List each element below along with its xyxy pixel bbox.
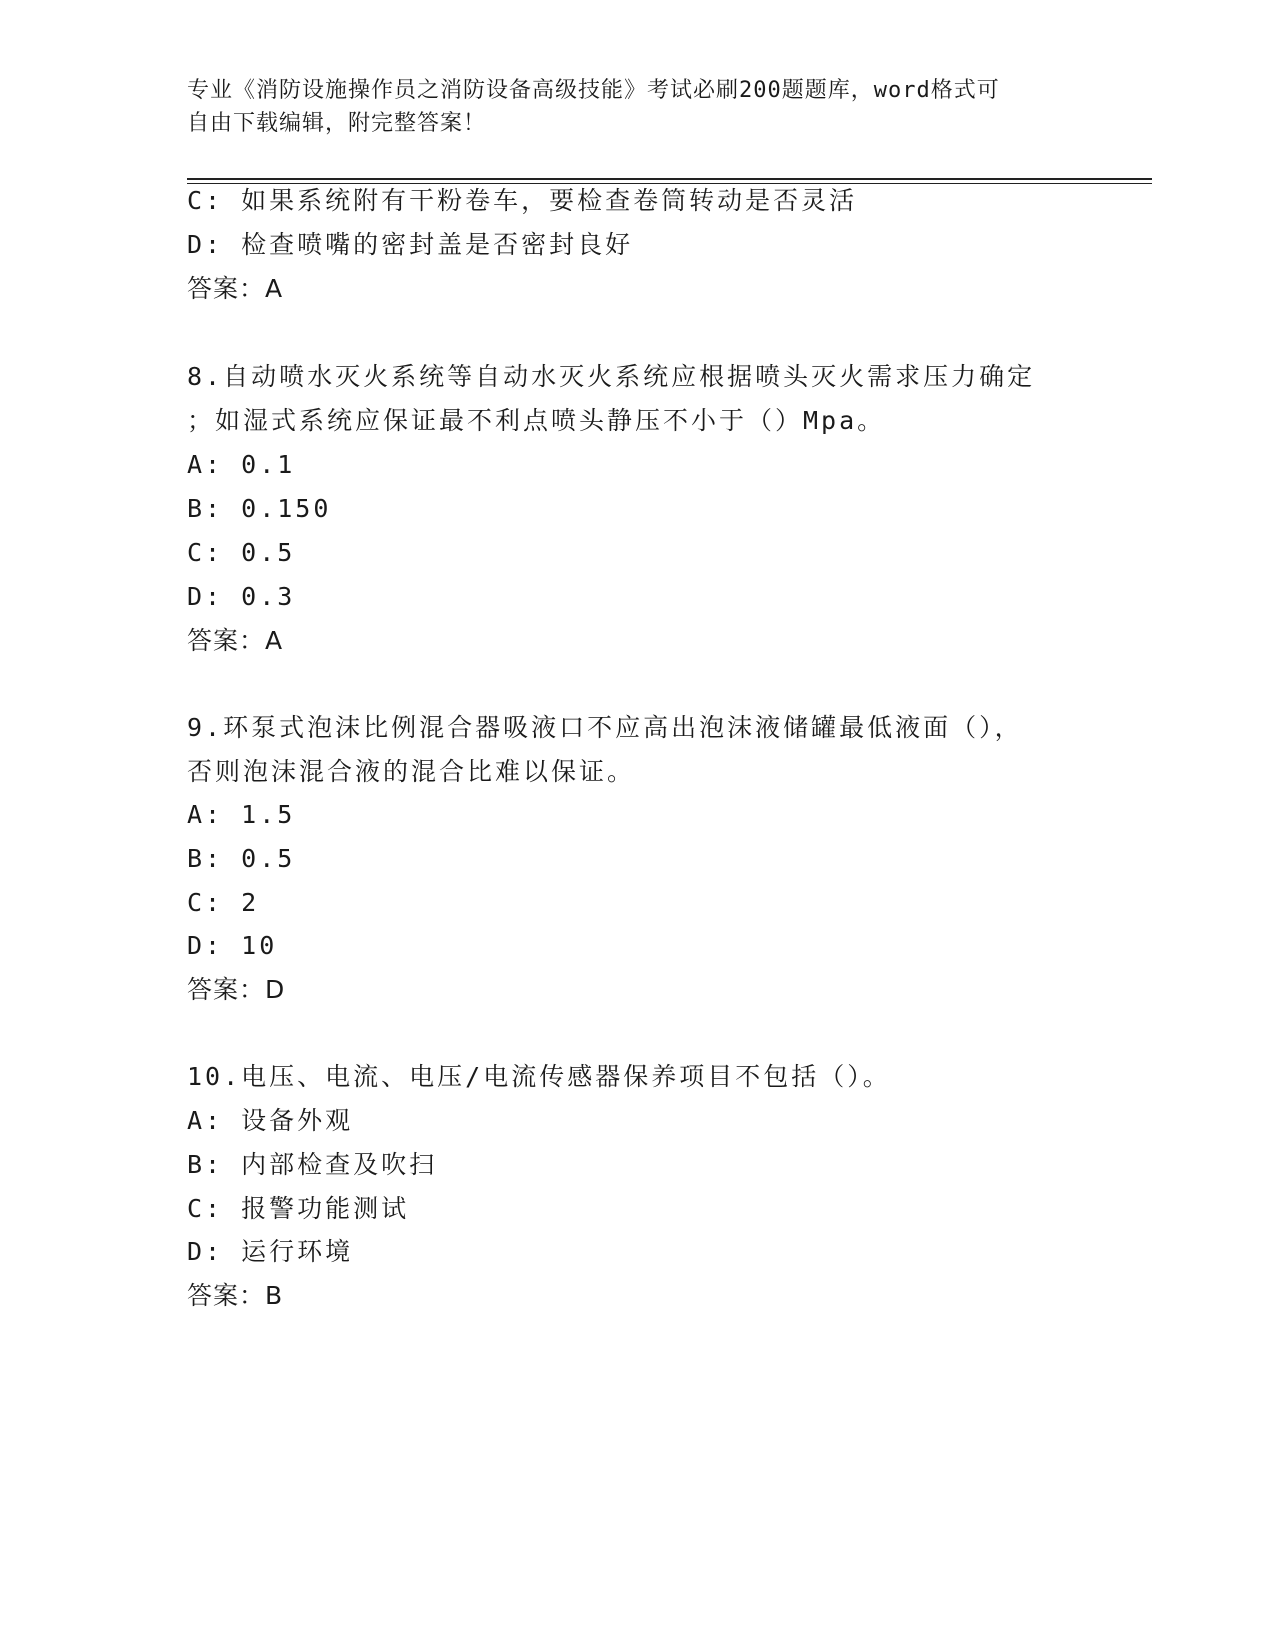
question-8-option-a: A: 0.1 (187, 450, 296, 479)
option-c: C: 如果系统附有干粉卷车，要检查卷筒转动是否灵活 (187, 186, 858, 215)
header-divider-thin (187, 183, 1152, 184)
question-8-stem-line-2: ；如湿式系统应保证最不利点喷头静压不小于（）Mpa。 (187, 406, 886, 435)
answer-line: 答案：A (187, 274, 284, 303)
question-10-option-d: D: 运行环境 (187, 1237, 354, 1266)
question-8-stem-line-1: 8.自动喷水灭火系统等自动水灭火系统应根据喷头灭火需求压力确定 (187, 362, 1036, 391)
question-8-option-d: D: 0.3 (187, 582, 296, 611)
question-8-option-b: B: 0.150 (187, 494, 332, 523)
question-9-stem-line-2: 否则泡沫混合液的混合比难以保证。 (187, 757, 636, 786)
question-9-option-d: D: 10 (187, 931, 278, 960)
question-9-answer: 答案：D (187, 975, 286, 1004)
question-9-stem-line-1: 9.环泵式泡沫比例混合器吸液口不应高出泡沫液储罐最低液面（）， (187, 713, 1023, 742)
question-8-option-c: C: 0.5 (187, 538, 296, 567)
question-9-option-c: C: 2 (187, 888, 260, 917)
question-10-stem-line-1: 10.电压、电流、电压/电流传感器保养项目不包括（）。 (187, 1062, 891, 1091)
question-9-option-b: B: 0.5 (187, 844, 296, 873)
header-line-1: 专业《消防设施操作员之消防设备高级技能》考试必刷200题题库，word格式可 (187, 78, 1000, 103)
header-divider-thick (187, 178, 1152, 180)
question-8-answer: 答案：A (187, 626, 284, 655)
question-10-option-a: A: 设备外观 (187, 1106, 354, 1135)
question-10-option-c: C: 报警功能测试 (187, 1194, 410, 1223)
header-line-2: 自由下载编辑，附完整答案！ (187, 111, 487, 136)
question-9-option-a: A: 1.5 (187, 800, 296, 829)
document-header (187, 74, 1087, 140)
option-d: D: 检查喷嘴的密封盖是否密封良好 (187, 230, 634, 259)
question-10-answer: 答案：B (187, 1281, 284, 1310)
question-10-option-b: B: 内部检查及吹扫 (187, 1150, 438, 1179)
